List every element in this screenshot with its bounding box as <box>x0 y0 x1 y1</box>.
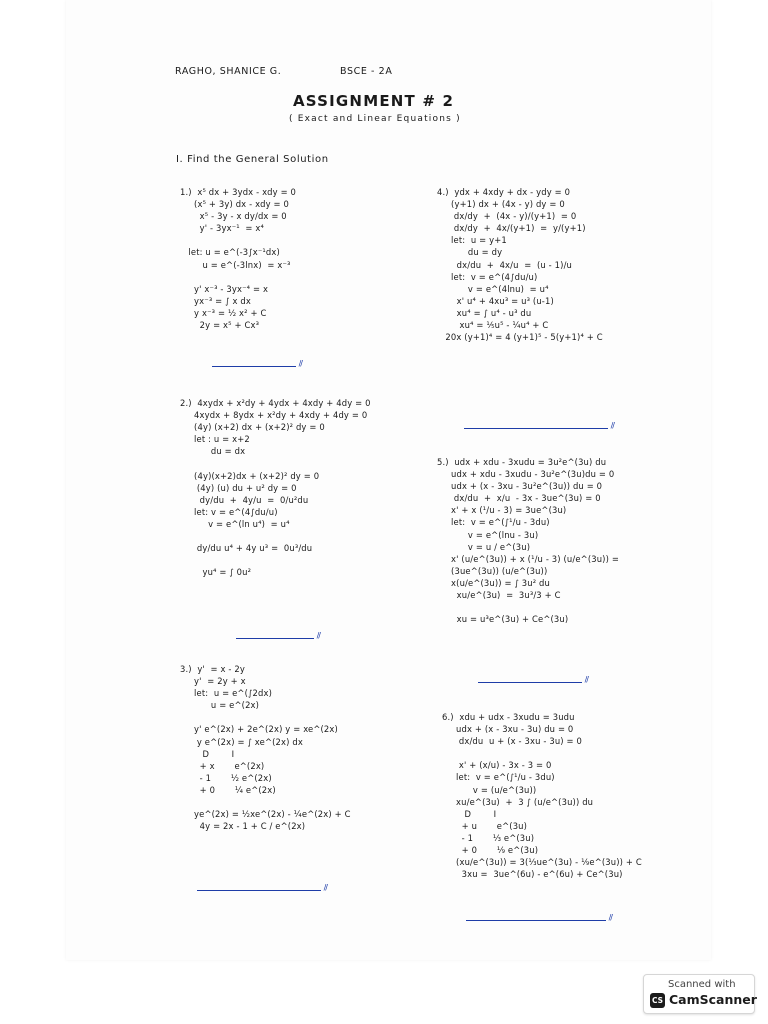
work-line: x' u⁴ + 4xu³ = u³ (u-1) <box>437 295 554 306</box>
work-line: 5.) udx + xdu - 3xudu = 3u²e^(3u) du <box>437 457 607 467</box>
work-line: v = e^(4lnu) = u⁴ <box>437 283 549 294</box>
work-line: (x⁵ + 3y) dx - xdy = 0 <box>180 199 290 210</box>
work-line: du = dy <box>437 247 503 258</box>
watermark-caption: Scanned with <box>668 979 736 990</box>
work-line: let: u = e^(-3∫x⁻¹dx) <box>180 247 280 258</box>
answer-underline-5 <box>478 682 582 683</box>
work-line: 1.) x⁵ dx + 3ydx - xdy = 0 <box>180 187 297 197</box>
work-line: yx⁻³ = ∫ x dx <box>180 295 251 306</box>
work-line: x(u/e^(3u)) = ∫ 3u² du <box>437 577 550 588</box>
section-heading: I. Find the General Solution <box>176 154 329 165</box>
assignment-title: ASSIGNMENT # 2 <box>293 92 455 110</box>
work-line <box>180 711 351 723</box>
work-line: (4y)(x+2)dx + (x+2)² dy = 0 <box>180 470 320 481</box>
work-line: y x⁻³ = ½ x² + C <box>180 307 267 318</box>
camscanner-watermark <box>643 974 755 1014</box>
work-line: yu⁴ = ∫ 0u² <box>180 567 252 578</box>
work-line: xu = u³e^(3u) + Ce^(3u) <box>437 614 569 625</box>
work-line: dx/dy + 4x/(y+1) = y/(y+1) <box>437 223 586 234</box>
work-line: (3ue^(3u)) (u/e^(3u)) <box>437 565 548 576</box>
work-line: y e^(2x) = ∫ xe^(2x) dx <box>180 736 303 747</box>
work-line: v = (u/e^(3u)) <box>442 784 537 795</box>
work-line: 4.) ydx + 4xdy + dx - ydy = 0 <box>437 187 571 197</box>
problem-4 <box>437 186 603 343</box>
work-line: 2y = x⁵ + Cx³ <box>180 320 260 331</box>
work-line: - 1 ⅓ e^(3u) <box>442 832 535 843</box>
work-line: 2.) 4xydx + x²dy + 4ydx + 4xdy + 4dy = 0 <box>180 398 371 408</box>
work-line: udx + (x - 3xu - 3u²e^(3u)) du = 0 <box>437 481 603 492</box>
work-line: let: v = e^(4∫du/u) <box>180 506 278 517</box>
work-line: 4y = 2x - 1 + C / e^(2x) <box>180 821 306 832</box>
work-line: - 1 ½ e^(2x) <box>180 772 272 783</box>
work-line: v = u / e^(3u) <box>437 541 531 552</box>
work-line: let: v = e^(∫¹/u - 3du) <box>437 517 550 528</box>
work-line: xu/e^(3u) + 3 ∫ (u/e^(3u)) du <box>442 796 594 807</box>
work-line <box>180 457 371 469</box>
work-line: 3.) y' = x - 2y <box>180 664 245 674</box>
problem-5 <box>437 456 619 625</box>
work-line: (xu/e^(3u)) = 3(⅓ue^(3u) - ⅑e^(3u)) + C <box>442 857 642 868</box>
work-line: let: u = y+1 <box>437 235 507 246</box>
work-line: du = dx <box>180 446 246 457</box>
work-line: ye^(2x) = ½xe^(2x) - ¼e^(2x) + C <box>180 809 351 820</box>
work-line: udx + xdu - 3xudu - 3u²e^(3u)du = 0 <box>437 469 615 480</box>
work-line: dx/du + x/u - 3x - 3ue^(3u) = 0 <box>437 493 601 504</box>
work-line <box>180 271 296 283</box>
work-line: (4y) (u) du + u² dy = 0 <box>180 482 297 493</box>
work-line: xu⁴ = ⅕u⁵ - ¼u⁴ + C <box>437 320 549 331</box>
work-line: (y+1) dx + (4x - y) dy = 0 <box>437 199 565 210</box>
course-section: BSCE - 2A <box>340 66 393 77</box>
work-line: let: u = e^(∫2dx) <box>180 688 272 699</box>
work-line: 20x (y+1)⁴ = 4 (y+1)⁵ - 5(y+1)⁴ + C <box>437 332 603 343</box>
work-line: let: v = e^(∫¹/u - 3du) <box>442 772 555 783</box>
work-line: xu⁴ = ∫ u⁴ - u³ du <box>437 307 532 318</box>
problem-6 <box>442 711 642 880</box>
work-line: y' = 2y + x <box>180 676 246 687</box>
work-line: + 0 ⅑ e^(3u) <box>442 845 539 856</box>
work-line: u = e^(2x) <box>180 700 260 711</box>
work-line: y' x⁻³ - 3yx⁻⁴ = x <box>180 283 269 294</box>
work-line: 4xydx + 8ydx + x²dy + 4xdy + 4dy = 0 <box>180 410 368 421</box>
work-line: let: v = e^(4∫du/u) <box>437 271 538 282</box>
work-line: x' (u/e^(3u)) + x (¹/u - 3) (u/e^(3u)) = <box>437 553 619 564</box>
work-line: y' - 3yx⁻¹ = x⁴ <box>180 223 265 234</box>
work-line: let : u = x+2 <box>180 434 250 445</box>
work-line: 6.) xdu + udx - 3xudu = 3udu <box>442 712 575 722</box>
work-line: dx/dy + (4x - y)/(y+1) = 0 <box>437 211 577 222</box>
work-line: x⁵ - 3y - x dy/dx = 0 <box>180 211 287 222</box>
work-line: dx/du + 4x/u = (u - 1)/u <box>437 259 572 270</box>
work-line: 3xu = 3ue^(6u) - e^(6u) + Ce^(3u) <box>442 869 623 880</box>
answer-underline-1 <box>212 366 296 367</box>
work-line: + x e^(2x) <box>180 760 265 771</box>
work-line <box>442 747 642 759</box>
work-line: dx/du u + (x - 3xu - 3u) = 0 <box>442 736 582 747</box>
work-line: udx + (x - 3xu - 3u) du = 0 <box>442 724 574 735</box>
work-line <box>180 530 371 542</box>
work-line: v = e^(lnu - 3u) <box>437 529 539 540</box>
work-line <box>180 796 351 808</box>
assignment-subtitle: ( Exact and Linear Equations ) <box>289 114 461 124</box>
work-line: y' e^(2x) + 2e^(2x) y = xe^(2x) <box>180 724 338 735</box>
work-line <box>437 601 619 613</box>
work-line: u = e^(-3lnx) = x⁻³ <box>180 259 291 270</box>
work-line: dy/du + 4y/u = 0/u²du <box>180 494 309 505</box>
work-line: x' + (x/u) - 3x - 3 = 0 <box>442 760 552 771</box>
work-line <box>180 554 371 566</box>
camscanner-logo-icon: CS <box>650 993 665 1008</box>
work-line: + 0 ¼ e^(2x) <box>180 784 276 795</box>
work-line: xu/e^(3u) = 3u³/3 + C <box>437 590 561 601</box>
answer-underline-2 <box>236 638 314 639</box>
work-line: v = e^(ln u⁴) = u⁴ <box>180 518 290 529</box>
work-line: dy/du u⁴ + 4y u³ = 0u³/du <box>180 543 313 554</box>
work-line: D I <box>180 748 235 759</box>
problem-1 <box>180 186 296 331</box>
student-name: RAGHO, SHANICE G. <box>175 66 282 77</box>
watermark-brand: CamScanner <box>669 992 757 1007</box>
work-line <box>180 234 296 246</box>
problem-3 <box>180 663 351 832</box>
work-line: + u e^(3u) <box>442 820 528 831</box>
answer-underline-6 <box>466 920 606 921</box>
answer-underline-4 <box>464 428 608 429</box>
work-line: (4y) (x+2) dx + (x+2)² dy = 0 <box>180 422 325 433</box>
work-line: D I <box>442 808 497 819</box>
answer-underline-3 <box>197 890 321 891</box>
work-line: x' + x (¹/u - 3) = 3ue^(3u) <box>437 505 567 516</box>
problem-2 <box>180 397 371 578</box>
